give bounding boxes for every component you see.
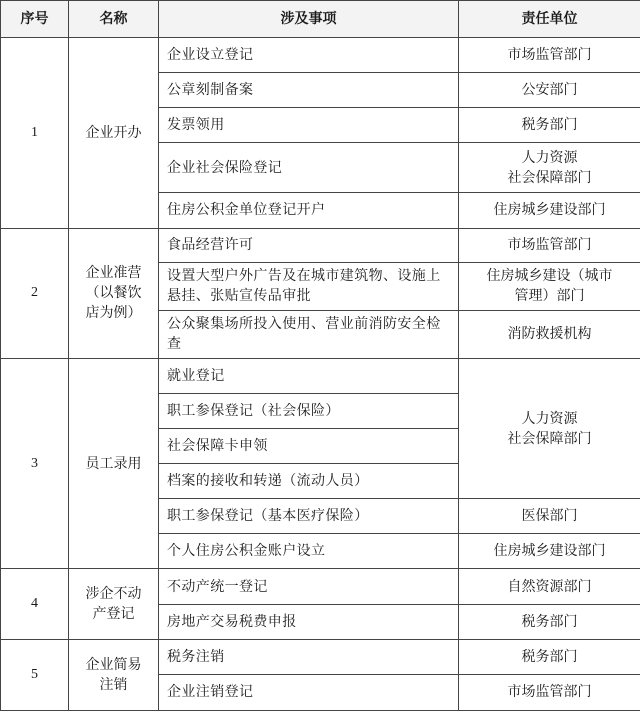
- matter-cell: 设置大型户外广告及在城市建筑物、设施上悬挂、张贴宣传品审批: [159, 262, 459, 310]
- name-cell: 企业准营 （以餐饮 店为例）: [69, 228, 159, 358]
- header-unit: 责任单位: [459, 1, 640, 38]
- name-cell: 员工录用: [69, 358, 159, 569]
- matter-cell: 职工参保登记（社会保险）: [159, 393, 459, 428]
- unit-cell: 税务部门: [459, 108, 640, 143]
- name-cell: 企业开办: [69, 38, 159, 229]
- unit-cell: 人力资源 社会保障部门: [459, 143, 640, 193]
- seq-cell: 3: [1, 358, 69, 569]
- matter-cell: 个人住房公积金账户设立: [159, 534, 459, 569]
- unit-cell: 住房城乡建设部门: [459, 534, 640, 569]
- matter-cell: 公众聚集场所投入使用、营业前消防安全检查: [159, 310, 459, 358]
- unit-cell: 消防救援机构: [459, 310, 640, 358]
- unit-cell: 公安部门: [459, 73, 640, 108]
- header-seq: 序号: [1, 1, 69, 38]
- table-row: [1, 38, 640, 73]
- matter-cell: 企业设立登记: [159, 38, 459, 73]
- table-row: [1, 639, 640, 674]
- unit-cell: 住房城乡建设（城市 管理）部门: [459, 262, 640, 310]
- table-row: [1, 228, 640, 262]
- matter-cell: 发票领用: [159, 108, 459, 143]
- matter-cell: 住房公积金单位登记开户: [159, 193, 459, 228]
- table-row: [1, 569, 640, 604]
- name-cell: 企业简易 注销: [69, 639, 159, 710]
- unit-cell: 自然资源部门: [459, 569, 640, 604]
- seq-cell: 5: [1, 639, 69, 710]
- seq-cell: 1: [1, 38, 69, 229]
- matter-cell: 企业注销登记: [159, 674, 459, 710]
- unit-cell: 市场监管部门: [459, 674, 640, 710]
- table-row: [1, 358, 640, 393]
- seq-cell: 2: [1, 228, 69, 358]
- matter-cell: 职工参保登记（基本医疗保险）: [159, 499, 459, 534]
- matter-cell: 不动产统一登记: [159, 569, 459, 604]
- seq-cell: 4: [1, 569, 69, 639]
- unit-cell: 医保部门: [459, 499, 640, 534]
- header-name: 名称: [69, 1, 159, 38]
- header-row: [1, 1, 640, 38]
- matter-cell: 公章刻制备案: [159, 73, 459, 108]
- matter-cell: 税务注销: [159, 639, 459, 674]
- matter-cell: 档案的接收和转递（流动人员）: [159, 464, 459, 499]
- matter-cell: 就业登记: [159, 358, 459, 393]
- matter-cell: 食品经营许可: [159, 228, 459, 262]
- matter-cell: 社会保障卡申领: [159, 429, 459, 464]
- unit-cell: 住房城乡建设部门: [459, 193, 640, 228]
- unit-cell: 税务部门: [459, 604, 640, 639]
- unit-cell: 市场监管部门: [459, 228, 640, 262]
- header-matter: 涉及事项: [159, 1, 459, 38]
- name-cell: 涉企不动 产登记: [69, 569, 159, 639]
- matter-cell: 企业社会保险登记: [159, 143, 459, 193]
- matter-cell: 房地产交易税费申报: [159, 604, 459, 639]
- unit-cell: 市场监管部门: [459, 38, 640, 73]
- unit-cell: 人力资源 社会保障部门: [459, 358, 640, 498]
- unit-cell: 税务部门: [459, 639, 640, 674]
